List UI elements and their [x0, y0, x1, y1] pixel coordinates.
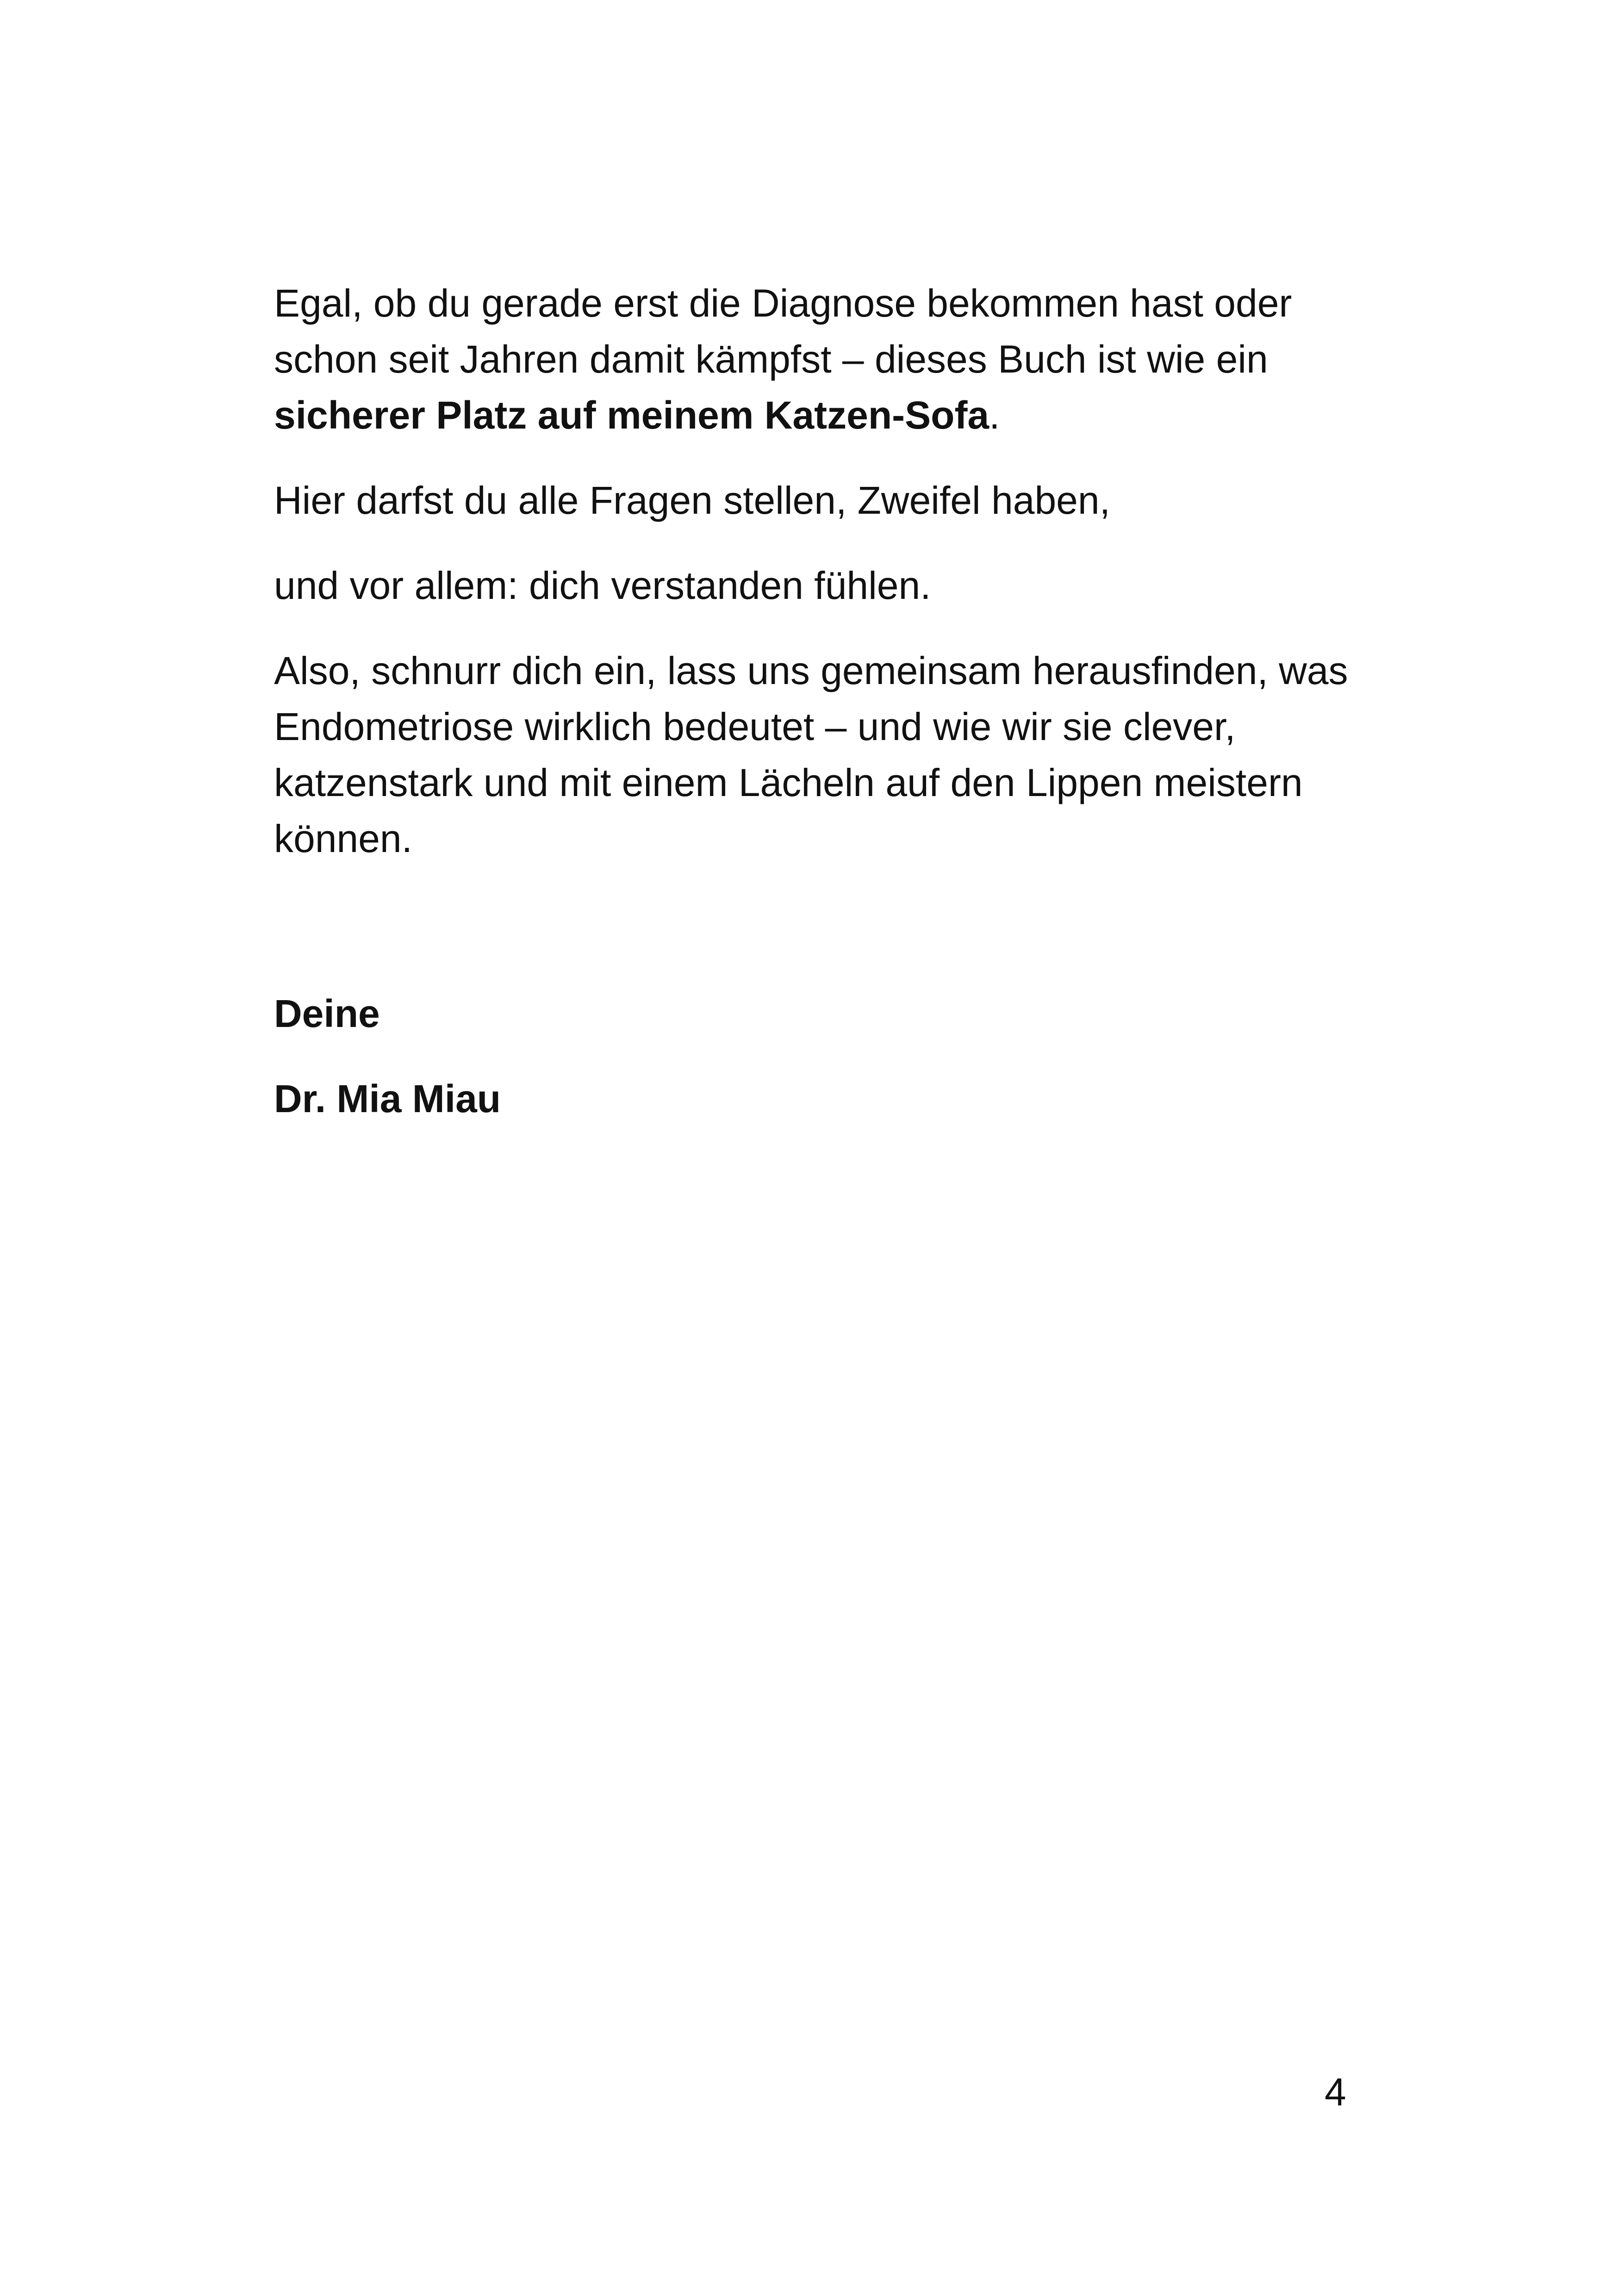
letter-closing: [274, 986, 501, 1156]
page-number: 4: [1325, 2070, 1346, 2114]
paragraph-outro: [274, 643, 1348, 867]
text-line: Also, schnurr dich ein, lass uns gemeinsam herausfinden, was: [274, 649, 1348, 692]
body-text: [274, 275, 1348, 896]
text-line: und vor allem: dich verstanden fühlen.: [274, 564, 931, 607]
text-line: Egal, ob du gerade erst die Diagnose bekommen hast oder: [274, 281, 1292, 325]
text-line: Endometriose wirklich bedeutet – und wie wir sie clever,: [274, 705, 1236, 748]
author-signature: Dr. Mia Miau: [274, 1077, 501, 1120]
text-line: schon seit Jahren damit kämpfst – dieses Buch ist wie ein: [274, 337, 1268, 381]
paragraph-questions: [274, 473, 1343, 529]
text-line: Hier darfst du alle Fragen stellen, Zweifel haben,: [274, 479, 1110, 522]
emphasis-text: sicherer Platz auf meinem Katzen-Sofa: [274, 393, 989, 437]
salutation: Deine: [274, 992, 380, 1035]
text-punctuation: .: [989, 393, 1000, 437]
text-line: [274, 387, 1343, 443]
paragraph-understood: [274, 558, 1343, 614]
text-line: können.: [274, 817, 412, 860]
paragraph-intro: [274, 275, 1343, 443]
text-line: katzenstark und mit einem Lächeln auf den Lippen meistern: [274, 761, 1303, 804]
